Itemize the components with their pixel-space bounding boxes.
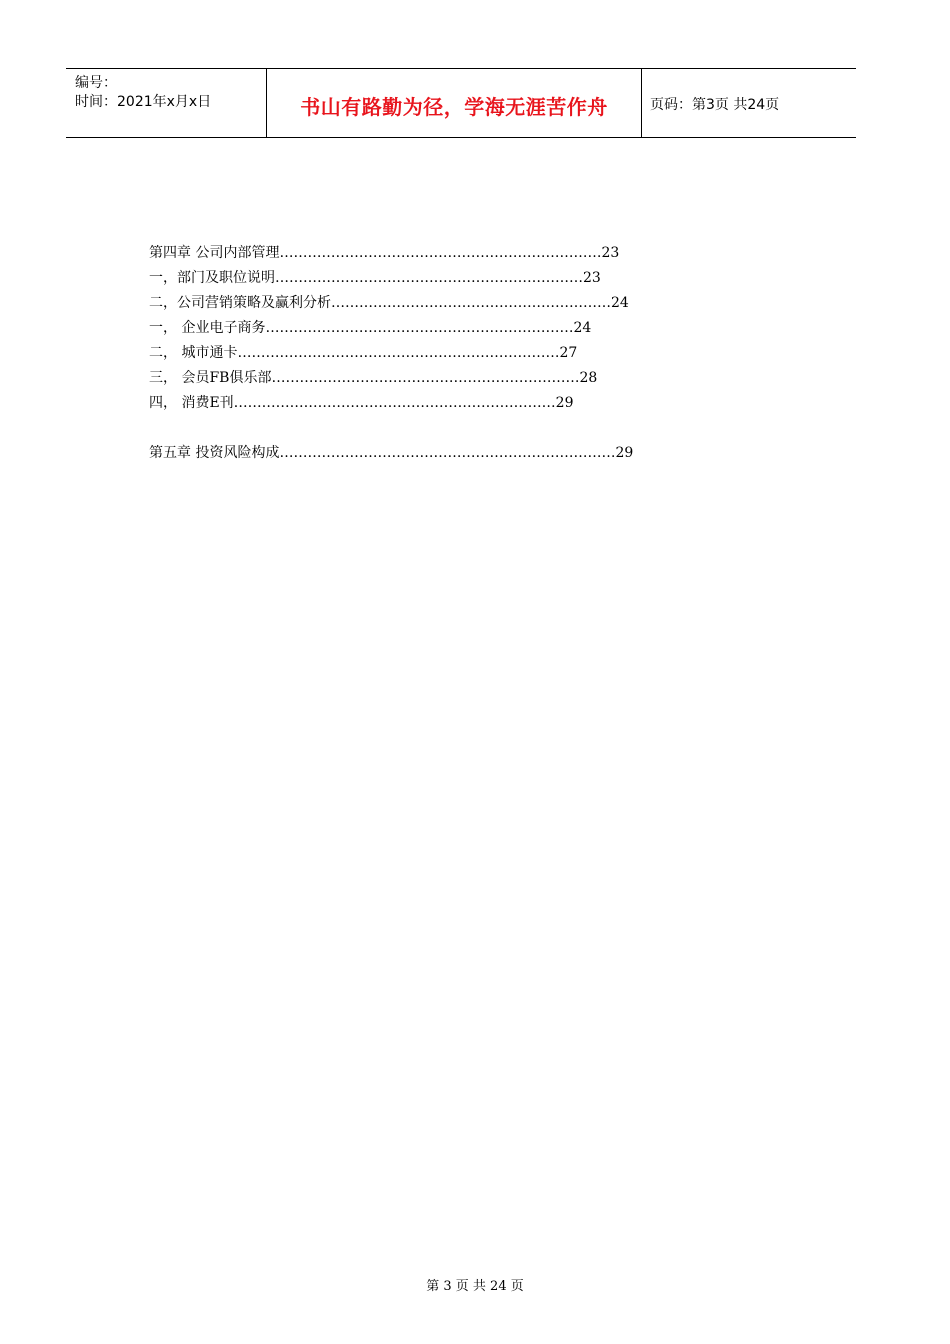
toc-entry[interactable]: 二，公司营销策略及赢利分析……………………………………………………24: [149, 295, 629, 311]
toc-entry[interactable]: 一， 企业电子商务…………………………………………………………24: [149, 320, 592, 336]
header-motto: 书山有路勤为径，学海无涯苦作舟: [300, 95, 608, 119]
toc-entry[interactable]: 二， 城市通卡……………………………………………………………27: [149, 345, 578, 361]
toc-entry-chapter4[interactable]: 第四章 公司内部管理……………………………………………………………23: [149, 245, 620, 261]
toc-entry[interactable]: 一，部门及职位说明…………………………………………………………23: [149, 270, 601, 286]
header-motto-cell: [266, 69, 642, 137]
page-footer: 第 3 页 共 24 页: [426, 1279, 524, 1294]
page-header: [66, 68, 856, 138]
header-page-info: 页码：第3页 共24页: [650, 97, 780, 113]
document-time-label: 时间：2021年x月x日: [75, 94, 212, 110]
header-meta-cell: [66, 69, 266, 137]
header-page-cell: [641, 69, 856, 137]
toc-entry[interactable]: 三， 会员FB俱乐部…………………………………………………………28: [149, 370, 598, 386]
toc-entry-chapter5[interactable]: 第五章 投资风险构成………………………………………………………………29: [149, 445, 634, 461]
document-number-label: 编号：: [75, 75, 117, 91]
toc-entry[interactable]: 四， 消费E刊……………………………………………………………29: [149, 395, 574, 411]
